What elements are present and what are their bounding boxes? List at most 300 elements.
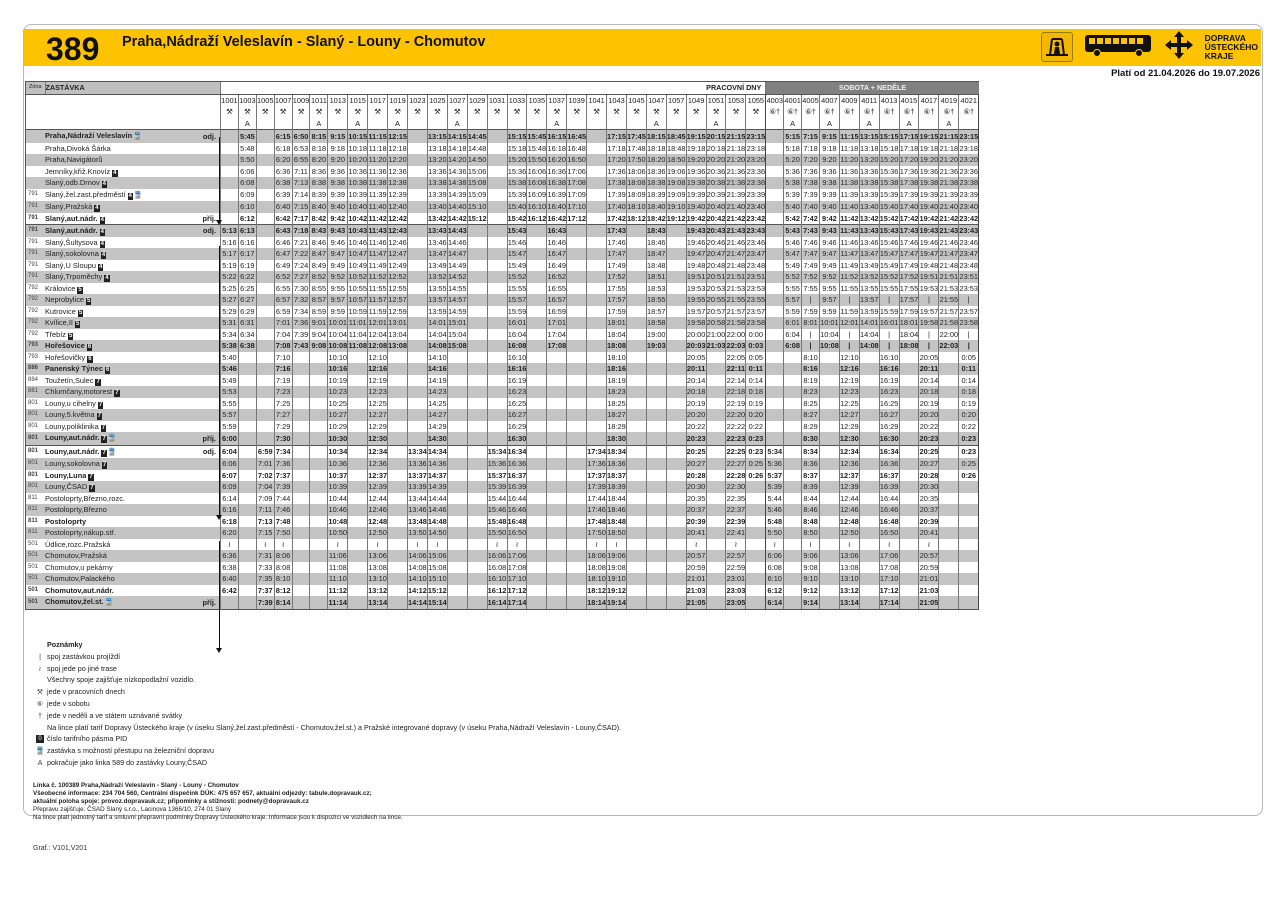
time-cell: 22:25 xyxy=(726,447,746,456)
time-cell: 18:04 xyxy=(899,329,919,339)
time-cell: 6:07 xyxy=(222,470,237,480)
time-cell xyxy=(587,363,607,375)
time-cell: 9:39 xyxy=(819,189,839,202)
trip-number: 1007 xyxy=(274,95,292,105)
tariff-zone-badge: 7 xyxy=(102,436,106,442)
time-cell: 8:10 xyxy=(275,574,291,583)
time-cell xyxy=(819,504,839,516)
time-cell: 15:43 xyxy=(507,226,527,235)
time-cell: 15:37 xyxy=(487,470,507,480)
zone-code: 811 xyxy=(26,527,46,539)
time-cell: 13:37 xyxy=(407,470,427,480)
time-cell: ≀ xyxy=(879,539,899,551)
time-cell xyxy=(666,271,686,283)
time-cell xyxy=(567,539,587,551)
time-cell xyxy=(527,470,547,482)
time-cell xyxy=(527,432,547,445)
time-cell xyxy=(626,421,646,433)
time-cell: 0:14 xyxy=(959,375,979,387)
time-cell xyxy=(959,562,979,574)
time-cell: 7:37 xyxy=(275,470,291,480)
time-cell: 5:18 xyxy=(785,143,800,153)
time-cell: 6:31 xyxy=(240,318,255,327)
stop-name: Neprobylice xyxy=(45,295,85,304)
time-cell xyxy=(447,550,467,562)
time-cell: 23:38 xyxy=(959,178,978,187)
zone-header: Zóna xyxy=(26,82,46,95)
time-cell xyxy=(407,432,427,445)
time-cell: 16:06 xyxy=(487,551,507,560)
time-cell xyxy=(939,550,959,562)
time-cell: 6:09 xyxy=(222,482,237,491)
time-cell: 23:47 xyxy=(959,249,978,258)
time-cell xyxy=(310,539,328,551)
time-cell xyxy=(407,154,427,166)
time-cell: 10:01 xyxy=(820,318,839,327)
time-cell: 13:12 xyxy=(368,585,388,595)
time-cell xyxy=(646,504,666,516)
time-cell xyxy=(766,213,784,225)
time-cell: 11:46 xyxy=(840,237,859,247)
time-cell xyxy=(626,470,646,482)
time-cell: 10:18 xyxy=(348,143,367,153)
time-cell: 7:48 xyxy=(275,516,291,526)
time-cell: 0:11 xyxy=(746,363,766,375)
time-cell xyxy=(310,445,328,458)
stop-row xyxy=(26,248,979,260)
time-cell xyxy=(567,386,587,398)
time-cell: 9:06 xyxy=(803,551,818,560)
time-cell xyxy=(310,573,328,585)
time-cell: 21:48 xyxy=(939,260,959,270)
time-cell xyxy=(292,516,310,528)
time-cell xyxy=(527,248,547,260)
time-cell xyxy=(784,398,802,410)
time-cell: 8:37 xyxy=(803,470,818,480)
stop-name-cell xyxy=(45,375,190,387)
time-cell: 19:51 xyxy=(686,272,706,281)
time-cell: 13:43 xyxy=(427,226,447,235)
time-cell: 12:59 xyxy=(388,306,407,316)
time-cell xyxy=(388,445,408,458)
zone-code: 811 xyxy=(26,516,46,528)
time-cell: 6:12 xyxy=(239,213,255,223)
time-cell xyxy=(467,504,487,516)
time-cell: 0:11 xyxy=(959,363,979,375)
time-cell: 19:38 xyxy=(686,178,706,187)
time-cell: 7:39 xyxy=(275,482,291,491)
time-cell xyxy=(388,432,408,445)
time-cell xyxy=(292,539,310,551)
time-cell xyxy=(407,283,427,295)
time-cell xyxy=(766,375,784,387)
time-cell xyxy=(784,562,802,574)
time-cell: 10:36 xyxy=(348,166,367,176)
time-cell: 18:01 xyxy=(899,318,919,327)
operating-days-symbol: ⚒ xyxy=(607,106,627,118)
time-cell: 9:40 xyxy=(819,201,839,213)
arr-dep-flag xyxy=(190,294,221,306)
operating-days-symbol: ⚒ xyxy=(746,106,766,118)
stop-name: Louny,5.května xyxy=(45,410,95,419)
time-cell: 21:01 xyxy=(686,574,706,583)
time-cell xyxy=(706,386,726,398)
stop-name: Chomutov,u pekárny xyxy=(45,562,113,572)
time-cell: 15:08 xyxy=(447,341,467,350)
time-cell: 14:06 xyxy=(408,551,427,560)
time-cell xyxy=(447,573,467,585)
trip-note: A xyxy=(819,118,839,130)
time-cell xyxy=(567,248,587,260)
time-cell xyxy=(487,375,507,387)
time-cell: 10:27 xyxy=(328,410,348,419)
operator-logo-text: DOPRAVA ÚSTECKÉHO KRAJE xyxy=(1204,32,1258,61)
arr-dep-flag xyxy=(190,329,221,341)
time-cell: 14:48 xyxy=(467,143,487,153)
time-cell xyxy=(256,154,274,166)
time-cell xyxy=(766,130,784,143)
time-cell: 19:20 xyxy=(686,155,706,164)
time-cell xyxy=(221,143,239,155)
time-cell: | xyxy=(839,340,859,352)
time-cell xyxy=(666,445,686,458)
time-cell xyxy=(447,363,467,375)
route-title: Praha,Nádraží Veleslavín - Slaný - Louny - Chomutov xyxy=(122,34,486,50)
time-cell: 7:39 xyxy=(256,596,274,609)
time-cell: 12:27 xyxy=(840,410,859,419)
time-cell: 19:40 xyxy=(919,202,939,211)
time-cell: 18:19 xyxy=(607,375,626,385)
time-cell xyxy=(487,143,507,155)
time-cell: 0:23 xyxy=(746,445,766,458)
time-cell xyxy=(256,317,274,329)
time-cell: 13:46 xyxy=(859,237,879,247)
time-cell xyxy=(292,432,310,445)
time-cell: 10:46 xyxy=(348,237,367,247)
time-cell: 15:39 xyxy=(487,482,507,491)
time-cell: 11:49 xyxy=(840,260,859,270)
time-cell: 5:50 xyxy=(767,528,782,537)
time-cell xyxy=(447,409,467,421)
time-cell: 23:36 xyxy=(959,166,978,176)
stop-row xyxy=(26,340,979,352)
time-cell: 9:59 xyxy=(819,306,839,318)
time-cell: 23:40 xyxy=(959,202,978,211)
time-cell xyxy=(467,458,487,470)
time-cell: 13:10 xyxy=(840,574,859,583)
time-cell xyxy=(939,409,959,421)
stop-name-cell xyxy=(45,458,190,470)
time-cell: 16:15 xyxy=(547,131,567,141)
time-cell xyxy=(939,458,959,470)
time-cell xyxy=(256,340,274,352)
time-cell xyxy=(388,493,408,505)
stop-name: Postoloprty,Březno,rozc. xyxy=(45,493,125,503)
time-cell xyxy=(899,585,919,597)
time-cell xyxy=(666,329,686,341)
time-cell: 23:43 xyxy=(746,226,766,235)
time-cell: 10:50 xyxy=(328,528,348,537)
time-cell xyxy=(467,562,487,574)
time-cell: 6:38 xyxy=(275,178,291,187)
stop-row xyxy=(26,260,979,272)
time-cell: 17:37 xyxy=(587,470,607,480)
time-cell xyxy=(310,516,328,528)
time-cell: 7:11 xyxy=(256,504,274,516)
time-cell xyxy=(487,260,507,272)
time-cell: 7:04 xyxy=(258,482,273,491)
zone-code xyxy=(26,154,46,166)
time-cell xyxy=(587,143,607,155)
arr-dep-flag xyxy=(190,493,221,505)
time-cell xyxy=(407,201,427,213)
time-cell: 12:44 xyxy=(840,493,859,503)
time-cell: 11:06 xyxy=(328,551,347,560)
time-cell: 6:00 xyxy=(221,432,239,445)
time-cell xyxy=(527,421,547,433)
time-cell xyxy=(256,421,274,433)
zone-code: 501 xyxy=(26,550,46,562)
time-cell xyxy=(238,585,256,597)
time-cell xyxy=(467,481,487,493)
time-cell: 20:57 xyxy=(706,306,726,316)
time-cell: 5:53 xyxy=(222,387,237,396)
time-cell: 23:58 xyxy=(746,318,766,327)
time-cell: 19:57 xyxy=(686,306,706,316)
time-cell: 5:29 xyxy=(222,306,237,316)
time-cell: 12:38 xyxy=(388,178,407,187)
tariff-zone-badge: 7 xyxy=(90,485,94,491)
time-cell: 15:50 xyxy=(527,155,547,164)
time-cell xyxy=(784,585,802,597)
note-symbol-icon: 🚆 xyxy=(35,746,45,756)
arr-dep-flag xyxy=(190,375,221,387)
time-cell: 12:19 xyxy=(368,375,387,385)
train-transfer-icon: 🚆 xyxy=(104,599,114,606)
trip-note-row xyxy=(26,118,979,130)
time-cell xyxy=(626,516,646,528)
time-cell: 8:50 xyxy=(803,528,818,537)
tariff-zone-badge: 4 xyxy=(113,169,117,176)
note-symbol-icon: ≀ xyxy=(38,663,42,673)
time-cell: 13:59 xyxy=(859,306,879,316)
time-cell: 14:29 xyxy=(428,421,447,431)
stop-name: Kutrovice xyxy=(45,306,76,316)
arr-dep-flag xyxy=(190,306,221,318)
time-cell xyxy=(567,398,587,410)
time-cell: 12:01 xyxy=(840,318,859,327)
trip-note xyxy=(879,118,899,130)
time-cell xyxy=(348,516,368,528)
tariff-zone-badge: 4 xyxy=(98,263,103,270)
time-cell: 7:25 xyxy=(275,398,291,408)
time-cell: 7:46 xyxy=(803,237,818,247)
trip-note xyxy=(487,118,507,130)
arr-dep-flag xyxy=(190,260,221,272)
time-cell: 16:50 xyxy=(879,528,899,537)
time-cell: 16:46 xyxy=(507,505,527,514)
time-cell xyxy=(899,562,919,574)
time-cell xyxy=(646,409,666,421)
time-cell xyxy=(587,189,607,202)
time-cell: 14:12 xyxy=(407,585,427,595)
operating-days-symbol: ⑥† xyxy=(879,106,899,118)
time-cell xyxy=(587,283,607,295)
time-cell: 23:15 xyxy=(959,131,979,141)
time-cell: 15:45 xyxy=(527,131,547,141)
stop-name-cell xyxy=(45,421,190,433)
time-cell: 17:04 xyxy=(547,329,567,339)
tariff-zone-badge: 4 xyxy=(128,192,132,199)
time-cell xyxy=(646,539,666,551)
time-cell: 14:20 xyxy=(447,155,467,164)
time-cell: 9:57 xyxy=(328,294,348,306)
time-cell xyxy=(238,352,256,364)
time-cell: 8:15 xyxy=(311,131,327,141)
time-cell: 15:15 xyxy=(507,131,527,141)
trip-number: 1047 xyxy=(648,95,665,105)
time-cell: 11:18 xyxy=(840,143,859,153)
time-cell xyxy=(626,248,646,260)
time-cell: 5:39 xyxy=(785,190,800,199)
time-cell: 11:40 xyxy=(840,202,859,211)
time-cell: 13:15 xyxy=(859,131,879,141)
time-cell: 20:05 xyxy=(919,352,939,362)
contact-info: Všeobecné informace: 234 704 560, Centrální dispečink DÚK: 475 657 657, aktuální odjezdy: tabule.dopravauk.cz; xyxy=(33,790,372,797)
time-cell xyxy=(567,260,587,272)
time-cell xyxy=(348,527,368,539)
time-cell: 21:05 xyxy=(686,596,706,609)
time-cell: 10:47 xyxy=(348,249,367,258)
time-cell: 9:47 xyxy=(819,248,839,260)
time-cell xyxy=(859,409,879,421)
time-cell xyxy=(626,329,646,341)
time-cell: 6:20 xyxy=(275,155,291,164)
operating-days-symbol: ⑥† xyxy=(839,106,859,118)
time-cell: 11:40 xyxy=(368,202,387,211)
time-cell: 19:40 xyxy=(686,202,706,211)
time-cell: 20:42 xyxy=(706,213,726,223)
time-cell: 16:23 xyxy=(507,387,527,396)
tariff-zone-badge: 7 xyxy=(96,378,100,385)
stop-name-cell xyxy=(45,550,190,562)
arr-dep-flag xyxy=(190,189,221,202)
time-cell xyxy=(256,201,274,213)
time-cell xyxy=(859,432,879,445)
time-cell: 20:36 xyxy=(706,166,726,176)
time-cell: 10:48 xyxy=(328,516,348,526)
time-cell xyxy=(626,458,646,470)
time-cell: 5:31 xyxy=(222,318,237,327)
time-cell: 5:19 xyxy=(222,260,237,270)
time-cell: 20:00 xyxy=(686,329,706,339)
time-cell xyxy=(487,409,507,421)
time-cell xyxy=(467,585,487,597)
time-cell xyxy=(766,421,784,433)
time-cell: 16:46 xyxy=(879,505,899,514)
time-cell xyxy=(310,363,328,375)
time-cell xyxy=(646,585,666,597)
time-cell: 15:52 xyxy=(879,272,899,281)
time-cell: 8:27 xyxy=(803,410,818,419)
time-cell xyxy=(487,432,507,445)
time-cell: 14:46 xyxy=(447,237,467,247)
time-cell: 6:36 xyxy=(275,166,291,176)
time-cell: 16:46 xyxy=(547,237,567,247)
time-cell: 8:29 xyxy=(803,421,818,431)
time-cell: 17:57 xyxy=(899,295,919,304)
time-cell xyxy=(238,363,256,375)
time-cell xyxy=(292,375,310,387)
time-cell xyxy=(939,386,959,398)
time-cell xyxy=(567,516,587,528)
stop-row xyxy=(26,317,979,329)
zone-code xyxy=(26,130,46,143)
time-cell xyxy=(899,386,919,398)
time-cell: 7:36 xyxy=(293,318,309,327)
time-cell xyxy=(626,363,646,375)
time-cell: 14:47 xyxy=(447,249,467,258)
time-cell: 10:01 xyxy=(328,318,348,327)
time-cell: 19:08 xyxy=(607,562,626,572)
time-cell: 5:13 xyxy=(222,226,237,235)
stop-name-cell xyxy=(45,225,190,237)
time-cell xyxy=(256,189,274,202)
time-cell: 6:13 xyxy=(239,226,255,235)
time-cell xyxy=(527,375,547,387)
time-cell xyxy=(784,409,802,421)
time-cell: 13:36 xyxy=(428,166,447,176)
time-cell xyxy=(626,283,646,295)
stop-name-cell xyxy=(45,409,190,421)
time-cell xyxy=(567,481,587,493)
time-cell xyxy=(527,363,547,375)
time-cell xyxy=(487,352,507,364)
time-cell: 12:39 xyxy=(388,190,407,199)
time-cell: | xyxy=(802,340,820,352)
time-cell: 19:08 xyxy=(666,178,686,187)
time-cell: 7:02 xyxy=(257,470,273,480)
time-cell: 13:36 xyxy=(859,166,879,176)
time-cell: 10:25 xyxy=(328,398,348,408)
time-cell: 8:46 xyxy=(311,237,327,247)
stop-row xyxy=(26,398,979,410)
time-cell: 19:39 xyxy=(919,190,939,199)
time-cell xyxy=(766,143,784,155)
stop-name: Chomutov,Pražská xyxy=(45,551,107,560)
time-cell xyxy=(447,527,467,539)
time-cell xyxy=(784,470,802,482)
time-cell xyxy=(447,585,467,597)
trip-note xyxy=(467,118,487,130)
time-cell: 16:39 xyxy=(507,482,527,491)
time-cell: 18:25 xyxy=(607,398,626,408)
time-cell xyxy=(547,573,567,585)
time-cell: 23:03 xyxy=(726,585,746,595)
trip-note xyxy=(746,118,766,130)
stop-name: Slaný,U Sloupu xyxy=(45,260,96,270)
time-cell xyxy=(567,493,587,505)
time-cell: 11:38 xyxy=(368,178,387,187)
time-cell: 10:04 xyxy=(328,329,348,339)
time-cell: 14:48 xyxy=(427,516,447,526)
time-cell: 13:42 xyxy=(427,213,447,223)
zone-code: 791 xyxy=(26,213,46,225)
time-cell: 21:38 xyxy=(939,178,959,187)
time-cell xyxy=(447,421,467,433)
time-cell xyxy=(819,596,839,609)
timetable xyxy=(25,81,979,610)
